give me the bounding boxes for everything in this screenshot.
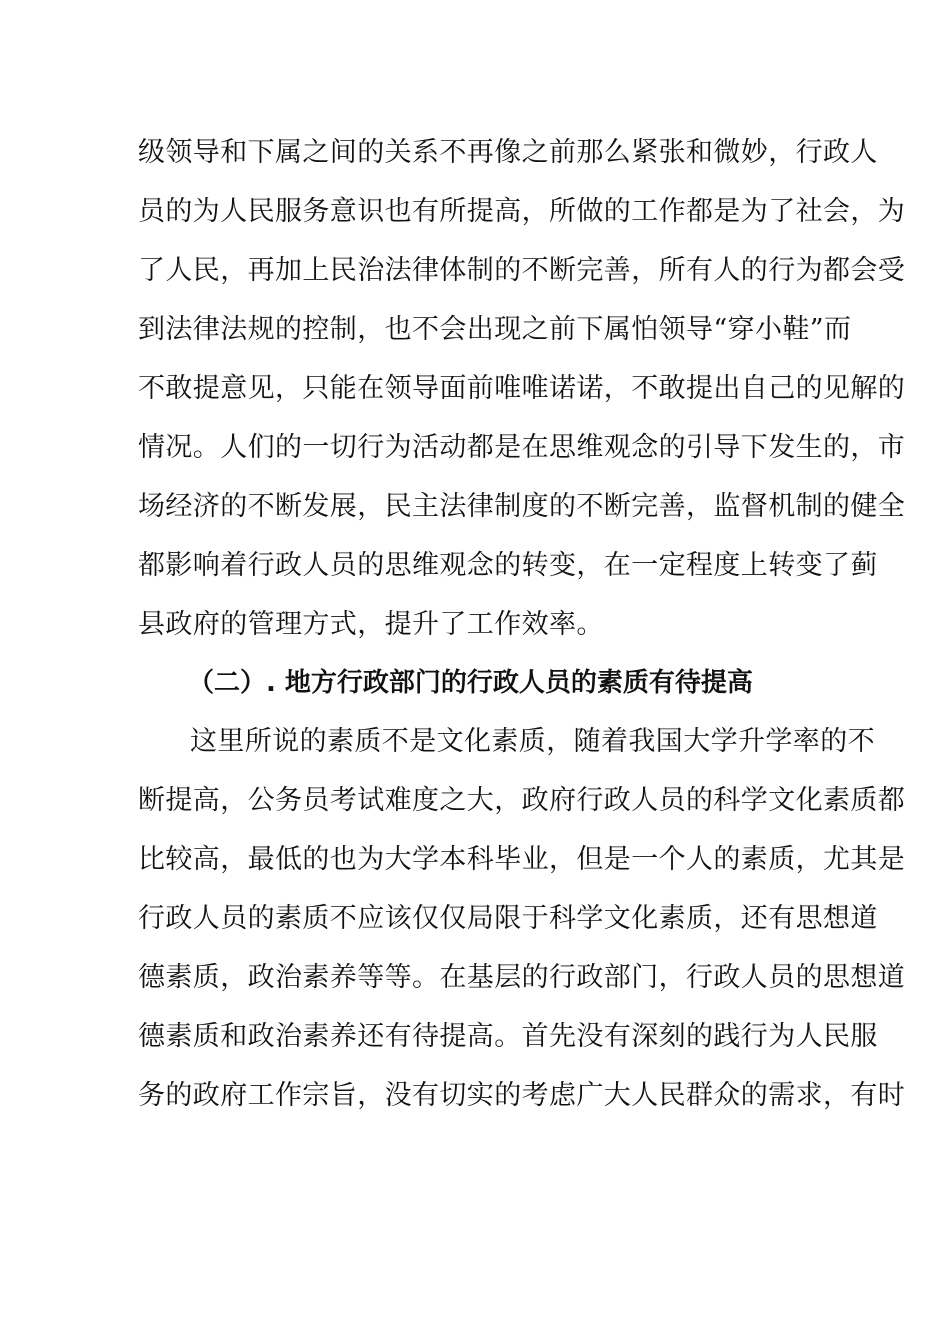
paragraph-1-line-2: 员的为人民服务意识也有所提高，所做的工作都是为了社会，为 [138, 196, 906, 227]
paragraph-1-line-8: 都影响着行政人员的思维观念的转变，在一定程度上转变了蓟 [138, 550, 878, 581]
paragraph-2-line-5: 德素质，政治素养等等。在基层的行政部门，行政人员的思想道 [138, 962, 906, 993]
paragraph-1-line-5: 不敢提意见，只能在领导面前唯唯诺诺，不敢提出自己的见解的 [138, 373, 906, 404]
paragraph-1-line-3: 了人民，再加上民治法律体制的不断完善，所有人的行为都会受 [138, 255, 906, 286]
paragraph-2-line-4: 行政人员的素质不应该仅仅局限于科学文化素质，还有思想道 [138, 903, 878, 934]
section-heading: （二）. 地方行政部门的行政人员的素质有待提高 [188, 668, 753, 698]
paragraph-1-line-6: 情况。人们的一切行为活动都是在思维观念的引导下发生的，市 [138, 432, 906, 463]
paragraph-1-line-4: 到法律法规的控制，也不会出现之前下属怕领导“穿小鞋”而 [138, 314, 852, 345]
paragraph-1-line-9: 县政府的管理方式，提升了工作效率。 [138, 609, 604, 640]
paragraph-2-line-2: 断提高，公务员考试难度之大，政府行政人员的科学文化素质都 [138, 785, 906, 816]
paragraph-2-line-7: 务的政府工作宗旨，没有切实的考虑广大人民群众的需求，有时 [138, 1080, 906, 1111]
paragraph-2-line-3: 比较高，最低的也为大学本科毕业，但是一个人的素质，尤其是 [138, 844, 906, 875]
paragraph-2-line-1: 这里所说的素质不是文化素质，随着我国大学升学率的不 [190, 726, 875, 757]
paragraph-1-line-1: 级领导和下属之间的关系不再像之前那么紧张和微妙，行政人 [138, 137, 878, 168]
paragraph-2-line-6: 德素质和政治素养还有待提高。首先没有深刻的践行为人民服 [138, 1021, 878, 1052]
paragraph-1-line-7: 场经济的不断发展，民主法律制度的不断完善，监督机制的健全 [138, 491, 906, 522]
